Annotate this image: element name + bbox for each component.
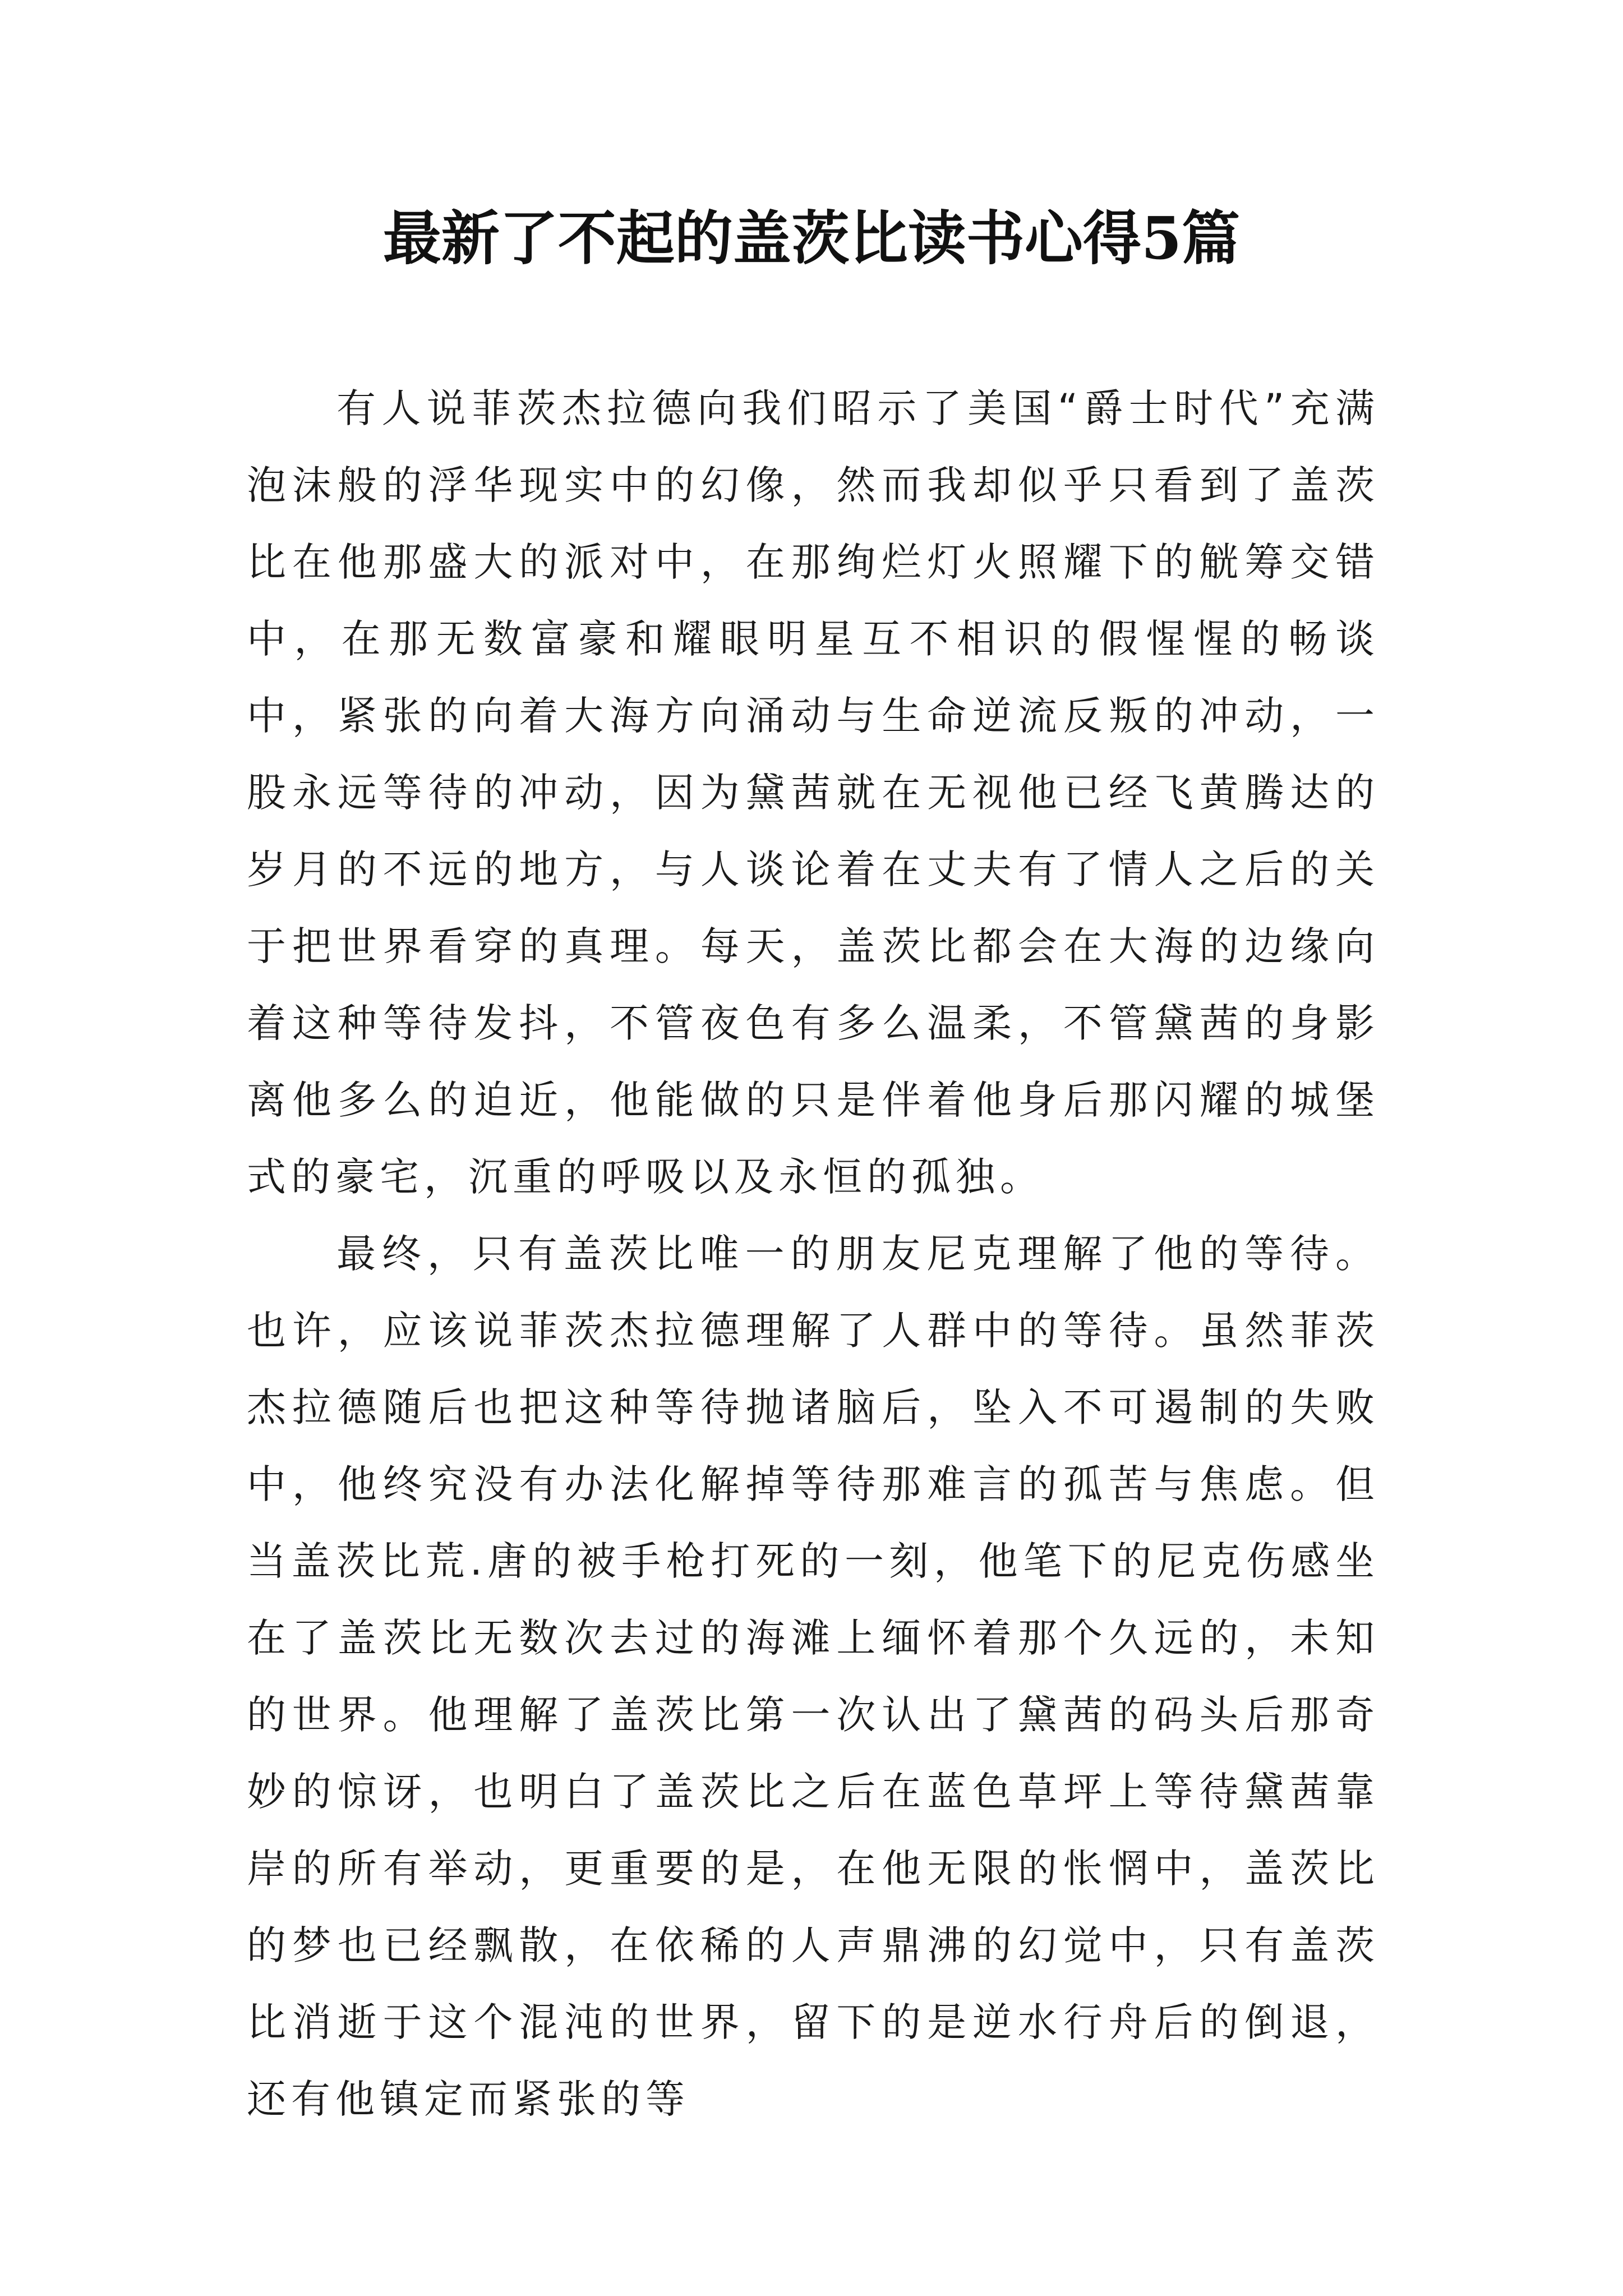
paragraph-1: 有人说菲茨杰拉德向我们昭示了美国“爵士时代”充满泡沫般的浮华现实中的幻像，然而我却似乎只看到了盖茨比在他那盛大的派对中，在那绚烂灯火照耀下的觥筹交错中，在那无数富豪和耀眼明星互不相识的假惺惺的畅谈中，紧张的向着大海方向涌动与生命逆流反叛的冲动，一股永远等待的冲动，因为黛茜就在无视他已经飞黄腾达的岁月的不远的地方，与人谈论着在丈夫有了情人之后的关于把世界看穿的真理。每天，盖茨比都会在大海的边缘向着这种等待发抖，不管夜色有多么温柔，不管黛茜的身影离他多么的迫近，他能做的只是伴着他身后那闪耀的城堡式的豪宅，沉重的呼吸以及永恒的孤独。 [247, 385, 1380, 1200]
document-body [247, 370, 1380, 2138]
paragraph-2: 最终，只有盖茨比唯一的朋友尼克理解了他的等待。也许，应该说菲茨杰拉德理解了人群中的等待。虽然菲茨杰拉德随后也把这种等待抛诸脑后，坠入不可遏制的失败中，他终究没有办法化解掉等待那难言的孤苦与焦虑。但当盖茨比荒.唐的被手枪打死的一刻，他笔下的尼克伤感坐在了盖茨比无数次去过的海滩上缅怀着那个久远的，未知的世界。他理解了盖茨比第一次认出了黛茜的码头后那奇妙的惊讶，也明白了盖茨比之后在蓝色草坪上等待黛茜靠岸的所有举动，更重要的是，在他无限的怅惘中，盖茨比的梦也已经飘散，在依稀的人声鼎沸的幻觉中，只有盖茨比消逝于这个混沌的世界，留下的是逆水行舟后的倒退，还有他镇定而紧张的等 [247, 1231, 1380, 2122]
document-title: 最新了不起的盖茨比读书心得5篇 [382, 204, 1241, 273]
